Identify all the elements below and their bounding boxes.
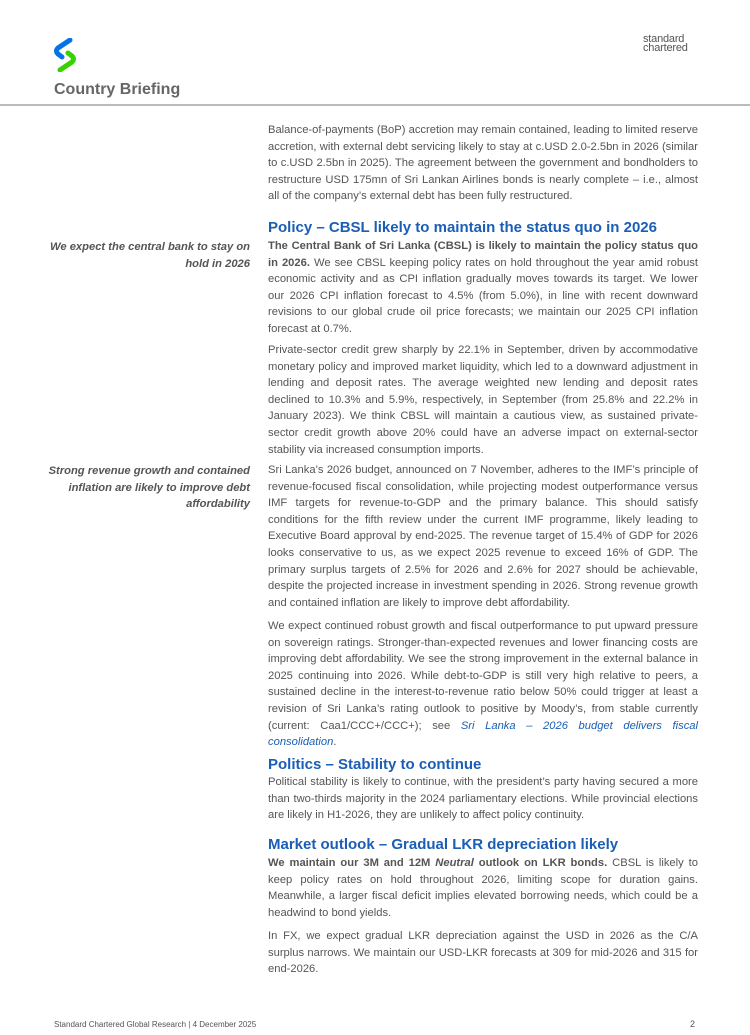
side-note-policy: We expect the central bank to stay on hold in 2026 <box>50 241 250 270</box>
market-lead-2: outlook on LKR bonds. <box>473 857 608 869</box>
page-number: 2 <box>690 1019 696 1029</box>
paragraph-cbsl <box>268 238 698 338</box>
side-note-revenue: Strong revenue growth and contained inflation are likely to improve debt affordability <box>48 465 250 511</box>
budget-report-link[interactable]: Sri Lanka – 2026 budget delivers fiscal consolidation <box>268 719 698 749</box>
heading-politics: Politics – Stability to continue <box>268 756 482 773</box>
market-lead-neutral: Neutral <box>435 857 474 869</box>
paragraph-cbsl-lead: The Central Bank of Sri Lanka (CBSL) is likely to maintain the policy status quo in 2026. <box>268 240 698 269</box>
market-lead-1: We maintain our 3M and 12M <box>268 857 436 869</box>
paragraph-cbsl-body: We see CBSL keeping policy rates on hold throughout the year amid robust economic activity and as CPI inflation gradually moves towards its target. We lower our 2026 CPI inflation forecast to 4.5% (from 5.0%), in line with recent downward revisions to our global crude oil price forecasts; we maintain our 2025 CPI inflation forecast at 0.7%. <box>268 256 699 335</box>
paragraph-politics: Political stability is likely to continue, with the president’s party having secured a more than two-thirds majority in the 2024 parliamentary elections. While provincial elections are likely in H1-2026, they are unlikely to affect policy continuity. <box>268 776 698 822</box>
paragraph-ratings-end: . <box>333 736 337 749</box>
paragraph-bop: Balance-of-payments (BoP) accretion may remain contained, leading to limited reserve accretion, with external debt servicing likely to stay at c.USD 2.0-2.5bn in 2026 (similar to c.USD 2.5bn in 2025). The agreement between the government and bondholders to restructure USD 175mn of Sri Lankan Airlines bonds is nearly complete – i.e., almost all of the company’s external debt has been fully restructured. <box>268 124 698 203</box>
brand-wordmark <box>643 35 688 53</box>
paragraph-market-body: CBSL is likely to keep policy rates on hold throughout 2026, limiting scope for duration gains. Meanwhile, a larger fiscal deficit implies elevated borrowing needs, which could be a headwind to bond yields. <box>268 857 698 919</box>
paragraph-ratings-body: We expect continued robust growth and fiscal outperformance to put upward pressure on sovereign ratings. Stronger-than-expected revenues and lower financing costs are improving debt affordability. We see the strong improvement in the external balance in 2025 continuing into 2026. While debt-to-GDP is still very high relative to peers, a sustained decline in the interest-to-revenue ratio below 50% could trigger at least a revision of Sri Lanka’s rating outlook to positive by Moody’s, from stable currently (current: Caa1/CCC+/CCC+); see <box>268 620 698 732</box>
footer-text: Standard Chartered Global Research | 4 December 2025 <box>54 1020 257 1029</box>
paragraph-credit: Private-sector credit grew sharply by 22.1% in September, driven by accommodative monetary policy and improved market liquidity, which led to a downward adjustment in lending and deposit rates. The average weighted new lending and deposit rates declined to 10.3% and 5.9%, respectively, in September (from 25.8% and 22.2% in January 2023). We think CBSL will maintain a cautious view, as sustained private-sector credit growth above 20% could have an adverse impact on external-sector stability via increased consumption imports. <box>268 344 698 456</box>
brand-line1: standard <box>643 33 685 45</box>
paragraph-market <box>268 855 698 921</box>
header-divider <box>0 104 750 106</box>
standard-chartered-logo-icon <box>52 38 78 72</box>
paragraph-ratings <box>268 618 698 751</box>
page-title: Country Briefing <box>54 81 181 98</box>
heading-policy: Policy – CBSL likely to maintain the status quo in 2026 <box>268 219 657 236</box>
brand-line2: chartered <box>643 42 688 54</box>
heading-market: Market outlook – Gradual LKR depreciation likely <box>268 836 619 853</box>
paragraph-fx: In FX, we expect gradual LKR depreciation against the USD in 2026 as the C/A surplus narrows. We maintain our USD-LKR forecasts at 309 for mid-2026 and 315 for end-2026. <box>268 930 698 976</box>
paragraph-budget: Sri Lanka’s 2026 budget, announced on 7 November, adheres to the IMF’s principle of revenue-focused fiscal consolidation, while projecting modest outperformance versus IMF targets for revenue-to-GDP and the primary balance. This should satisfy conditions for the fifth review under the current IMF programme, likely leading to Executive Board approval by end-2025. The revenue target of 15.4% of GDP for 2026 looks conservative to us, as we expect 2025 revenue to exceed 16% of GDP. The primary surplus targets of 2.5% for 2026 and 2.6% for 2027 should be achievable, despite the projected increase in investment spending in 2026. Strong revenue growth and contained inflation are likely to improve debt affordability. <box>268 464 698 609</box>
